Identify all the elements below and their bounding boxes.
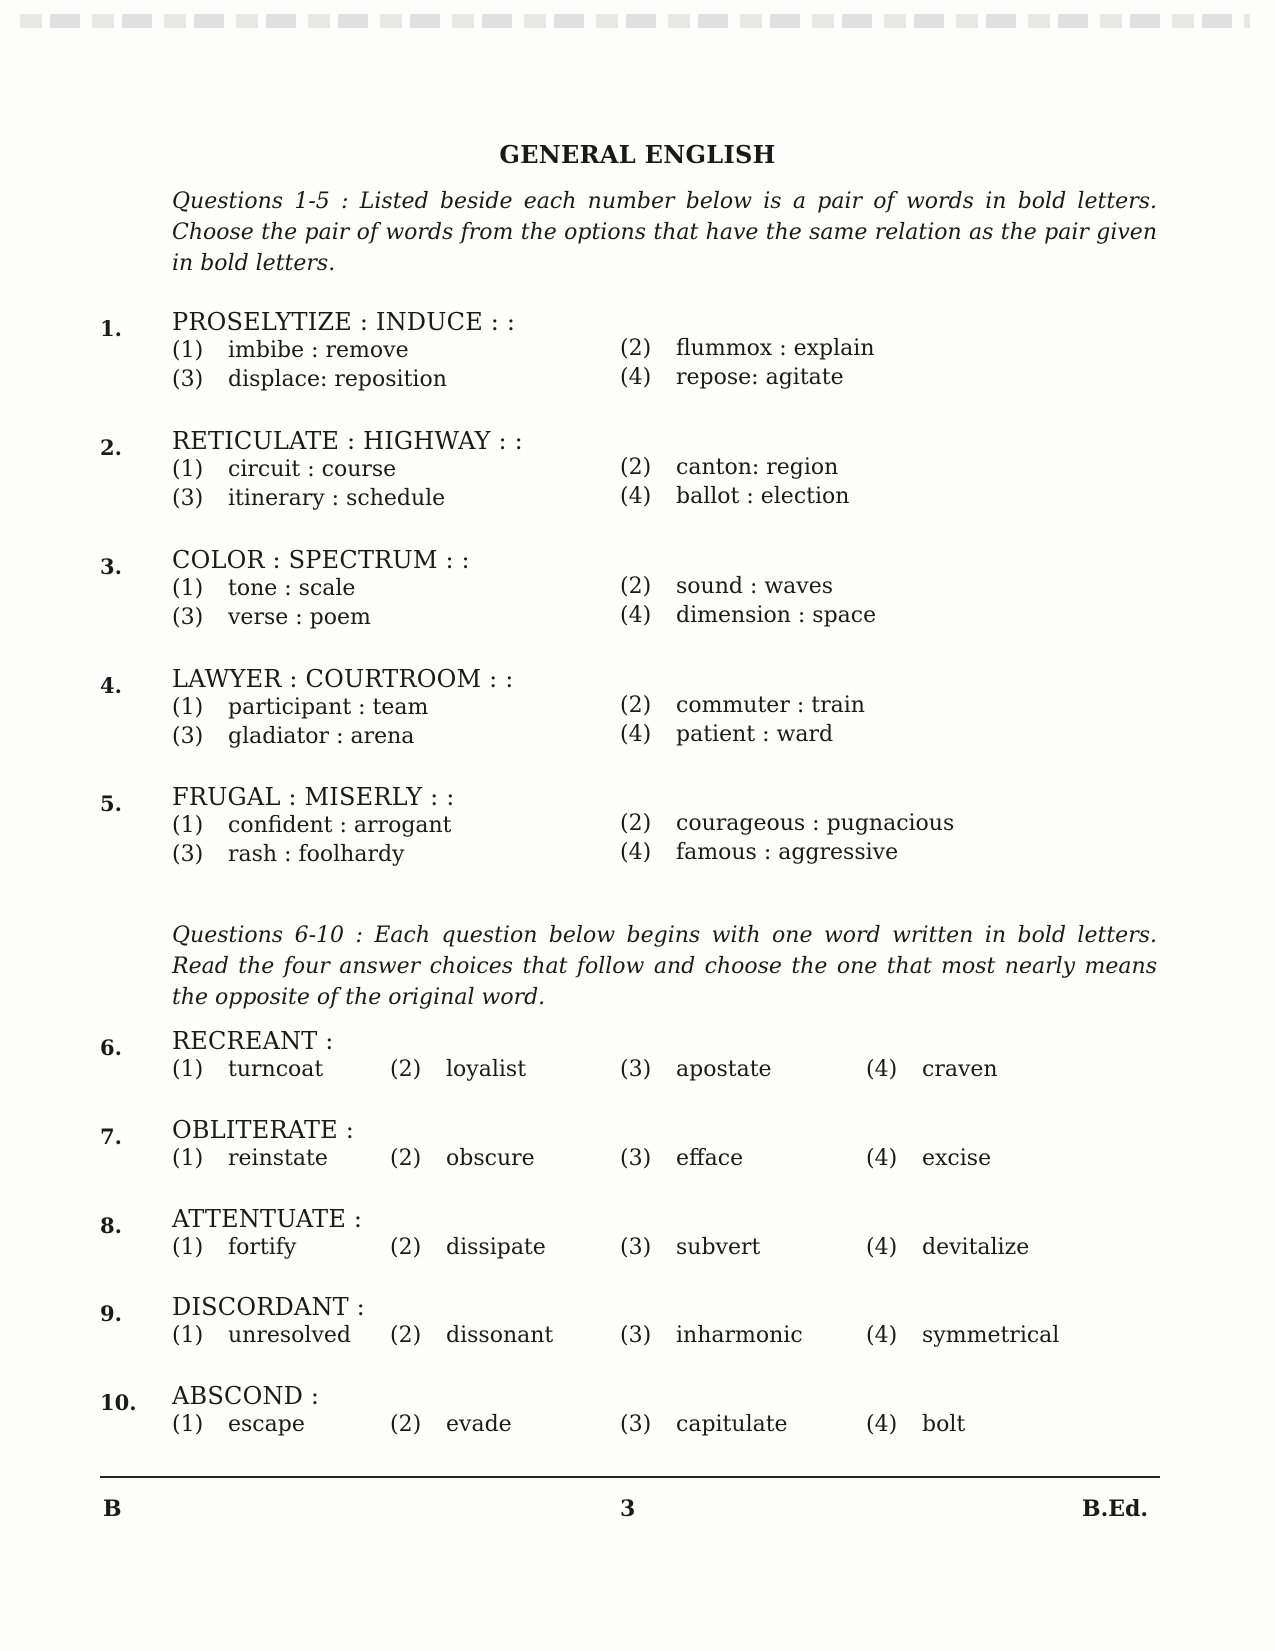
option-text: verse : poem (228, 605, 371, 630)
answer-option-4[interactable] (866, 1057, 998, 1082)
question-stem: PROSELYTIZE : INDUCE : : (172, 308, 516, 336)
option-label: (4) (620, 603, 652, 628)
option-text: gladiator : arena (228, 724, 415, 749)
option-label: (3) (620, 1235, 652, 1260)
option-label: (2) (390, 1323, 422, 1348)
option-text: tone : scale (228, 576, 356, 601)
answer-option-3[interactable] (172, 486, 445, 511)
footer-rule (100, 1476, 1160, 1478)
answer-option-4[interactable] (620, 484, 849, 509)
option-text: capitulate (676, 1412, 788, 1437)
option-label: (1) (172, 457, 204, 482)
question-number: 1. (100, 316, 122, 341)
option-label: (2) (620, 574, 652, 599)
answer-option-3[interactable] (620, 1057, 772, 1082)
option-text: dissipate (446, 1235, 546, 1260)
option-label: (3) (620, 1057, 652, 1082)
answer-option-4[interactable] (620, 365, 844, 390)
footer-page-number: 3 (620, 1496, 636, 1522)
option-text: ballot : election (676, 484, 850, 509)
option-text: efface (676, 1146, 744, 1171)
answer-option-2[interactable] (620, 336, 874, 361)
option-label: (1) (172, 813, 204, 838)
question-stem: DISCORDANT : (172, 1293, 365, 1321)
option-label: (2) (390, 1057, 422, 1082)
option-label: (3) (172, 842, 204, 867)
option-label: (1) (172, 1412, 204, 1437)
option-label: (2) (620, 811, 652, 836)
answer-option-2[interactable] (390, 1057, 526, 1082)
question-number: 4. (100, 673, 122, 698)
answer-option-3[interactable] (620, 1412, 788, 1437)
question-6 (100, 1027, 1180, 1097)
answer-option-3[interactable] (172, 724, 414, 749)
answer-option-1[interactable] (172, 1146, 328, 1171)
question-number: 9. (100, 1301, 122, 1326)
option-text: symmetrical (922, 1323, 1060, 1348)
option-text: itinerary : schedule (228, 486, 446, 511)
question-stem: LAWYER : COURTROOM : : (172, 665, 514, 693)
option-label: (3) (172, 367, 204, 392)
option-text: repose: agitate (676, 365, 844, 390)
question-8 (100, 1205, 1180, 1275)
answer-option-1[interactable] (172, 338, 409, 363)
option-label: (4) (866, 1323, 898, 1348)
instructions-1-5: Questions 1-5 : Listed beside each number below is a pair of words in bold letters. Choose the pair of words from the options that have the same relation as the pair given in bold letters. (172, 189, 1157, 276)
question-number: 10. (100, 1390, 137, 1415)
answer-option-3[interactable] (172, 842, 404, 867)
answer-option-4[interactable] (866, 1412, 965, 1437)
option-text: craven (922, 1057, 998, 1082)
answer-option-2[interactable] (620, 574, 833, 599)
option-label: (4) (620, 840, 652, 865)
option-text: dimension : space (676, 603, 877, 628)
option-label: (2) (390, 1235, 422, 1260)
question-stem: RETICULATE : HIGHWAY : : (172, 427, 523, 455)
question-stem: ABSCOND : (172, 1382, 320, 1410)
question-2 (100, 427, 1180, 527)
option-text: displace: reposition (228, 367, 447, 392)
option-label: (1) (172, 576, 204, 601)
question-4 (100, 665, 1180, 765)
option-text: circuit : course (228, 457, 397, 482)
answer-option-2[interactable] (620, 811, 954, 836)
question-7 (100, 1116, 1180, 1186)
answer-option-3[interactable] (172, 367, 447, 392)
option-label: (2) (620, 693, 652, 718)
option-text: dissonant (446, 1323, 554, 1348)
option-text: sound : waves (676, 574, 834, 599)
answer-option-3[interactable] (620, 1146, 743, 1171)
option-label: (1) (172, 695, 204, 720)
option-label: (2) (620, 336, 652, 361)
footer-set-code: B (103, 1496, 122, 1522)
option-label: (3) (620, 1323, 652, 1348)
option-text: apostate (676, 1057, 772, 1082)
option-label: (4) (620, 365, 652, 390)
option-text: participant : team (228, 695, 429, 720)
answer-option-1[interactable] (172, 1412, 305, 1437)
question-stem: ATTENTUATE : (172, 1205, 363, 1233)
option-text: devitalize (922, 1235, 1030, 1260)
option-text: flummox : explain (676, 336, 875, 361)
option-text: turncoat (228, 1057, 324, 1082)
instructions-6-10: Questions 6-10 : Each question below begins with one word written in bold letters. Read the four answer choices that follow and choose the one that most nearly means the opposite of the original word. (172, 923, 1157, 1010)
option-text: reinstate (228, 1146, 328, 1171)
answer-option-4[interactable] (866, 1235, 1029, 1260)
option-text: fortify (228, 1235, 297, 1260)
option-label: (4) (866, 1412, 898, 1437)
option-label: (1) (172, 1235, 204, 1260)
question-stem: FRUGAL : MISERLY : : (172, 783, 455, 811)
option-text: confident : arrogant (228, 813, 452, 838)
answer-option-1[interactable] (172, 457, 396, 482)
option-label: (2) (620, 455, 652, 480)
answer-option-1[interactable] (172, 1323, 351, 1348)
page-title: GENERAL ENGLISH (499, 140, 776, 169)
option-label: (1) (172, 338, 204, 363)
answer-option-4[interactable] (620, 722, 833, 747)
option-text: unresolved (228, 1323, 351, 1348)
option-label: (2) (390, 1146, 422, 1171)
question-number: 3. (100, 554, 122, 579)
answer-option-3[interactable] (172, 605, 371, 630)
option-label: (3) (620, 1412, 652, 1437)
option-text: bolt (922, 1412, 966, 1437)
question-number: 2. (100, 435, 122, 460)
answer-option-3[interactable] (620, 1235, 760, 1260)
option-label: (2) (390, 1412, 422, 1437)
option-text: commuter : train (676, 693, 865, 718)
option-text: loyalist (446, 1057, 527, 1082)
option-text: obscure (446, 1146, 535, 1171)
answer-option-4[interactable] (866, 1146, 991, 1171)
option-text: patient : ward (676, 722, 834, 747)
question-number: 6. (100, 1035, 122, 1060)
answer-option-4[interactable] (620, 603, 876, 628)
option-text: courageous : pugnacious (676, 811, 955, 836)
answer-option-2[interactable] (390, 1146, 535, 1171)
question-number: 8. (100, 1213, 122, 1238)
question-number: 5. (100, 791, 122, 816)
footer-course: B.Ed. (1082, 1496, 1149, 1522)
scan-artifact-top (20, 14, 1250, 28)
option-text: famous : aggressive (676, 840, 899, 865)
option-label: (1) (172, 1146, 204, 1171)
answer-option-2[interactable] (390, 1412, 512, 1437)
answer-option-2[interactable] (620, 455, 838, 480)
question-10 (100, 1382, 1180, 1452)
answer-option-4[interactable] (620, 840, 898, 865)
answer-option-2[interactable] (620, 693, 865, 718)
option-label: (4) (866, 1235, 898, 1260)
question-1 (100, 308, 1180, 408)
option-label: (3) (172, 605, 204, 630)
answer-option-1[interactable] (172, 1057, 323, 1082)
option-label: (3) (172, 486, 204, 511)
option-text: evade (446, 1412, 512, 1437)
option-label: (3) (172, 724, 204, 749)
answer-option-1[interactable] (172, 1235, 296, 1260)
question-3 (100, 546, 1180, 646)
answer-option-1[interactable] (172, 695, 428, 720)
option-label: (4) (866, 1146, 898, 1171)
option-label: (4) (866, 1057, 898, 1082)
answer-option-2[interactable] (390, 1323, 553, 1348)
answer-option-1[interactable] (172, 813, 452, 838)
option-text: subvert (676, 1235, 761, 1260)
option-label: (3) (620, 1146, 652, 1171)
question-9 (100, 1293, 1180, 1363)
option-text: escape (228, 1412, 305, 1437)
option-label: (4) (620, 722, 652, 747)
answer-option-1[interactable] (172, 576, 355, 601)
option-label: (4) (620, 484, 652, 509)
answer-option-2[interactable] (390, 1235, 546, 1260)
question-stem: RECREANT : (172, 1027, 334, 1055)
option-text: excise (922, 1146, 992, 1171)
option-text: rash : foolhardy (228, 842, 405, 867)
question-stem: COLOR : SPECTRUM : : (172, 546, 470, 574)
answer-option-3[interactable] (620, 1323, 803, 1348)
question-stem: OBLITERATE : (172, 1116, 354, 1144)
option-text: canton: region (676, 455, 839, 480)
option-label: (1) (172, 1057, 204, 1082)
question-number: 7. (100, 1124, 122, 1149)
question-5 (100, 783, 1180, 883)
option-text: inharmonic (676, 1323, 803, 1348)
option-text: imbibe : remove (228, 338, 409, 363)
option-label: (1) (172, 1323, 204, 1348)
answer-option-4[interactable] (866, 1323, 1059, 1348)
